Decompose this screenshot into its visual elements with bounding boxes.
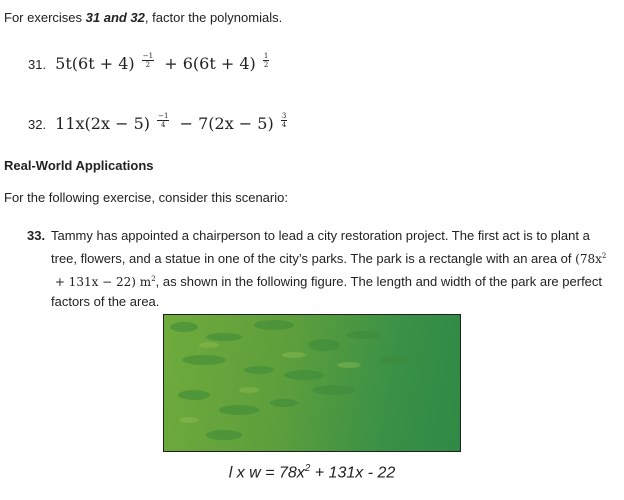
- exercise-31: [28, 52, 269, 73]
- problem-33-label: 33.: [27, 228, 46, 243]
- intro-after: , factor the polynomials.: [144, 10, 283, 25]
- exercise-31-label: 31.: [28, 57, 47, 72]
- exponent-numerator: 3: [281, 112, 287, 120]
- area-exponent: 2: [601, 252, 607, 260]
- exercise-31-term-2: + 6(6t + 4): [159, 54, 256, 73]
- exercise-31-exponent-1: [142, 52, 154, 69]
- intro-before: For exercises: [4, 10, 86, 25]
- park-figure: [163, 314, 461, 452]
- unit-exponent: 2: [151, 275, 156, 283]
- intro-text: [4, 10, 282, 25]
- exercise-32-term-2: − 7(2x − 5): [174, 114, 274, 133]
- exponent-denominator: 2: [263, 61, 269, 69]
- area-part-b: + 131x − 22) m: [51, 275, 152, 289]
- exercise-32-label: 32.: [28, 117, 47, 132]
- caption-exponent: 2: [304, 463, 311, 474]
- exercise-32-exponent-2: [281, 112, 287, 129]
- figure-caption: [0, 463, 624, 482]
- section-heading: Real-World Applications: [4, 158, 154, 173]
- foliage-texture: [164, 315, 460, 451]
- exponent-denominator: 2: [145, 61, 151, 69]
- exercise-32-exponent-1: [157, 112, 169, 129]
- problem-33-text: [51, 226, 607, 312]
- intro-exercise-numbers: 31 and 32: [85, 10, 145, 25]
- exponent-numerator: −1: [158, 112, 169, 120]
- exercise-32-term-1: 11x(2x − 5): [55, 114, 150, 133]
- exercise-31-term-1: 5t(6t + 4): [55, 54, 135, 73]
- exercise-32: [28, 112, 287, 133]
- exponent-denominator: 4: [161, 121, 166, 129]
- exponent-denominator: 4: [281, 121, 287, 129]
- area-part-a: (78x: [575, 252, 602, 266]
- exponent-numerator: 1: [263, 52, 269, 60]
- exponent-numerator: −1: [142, 52, 154, 60]
- problem-33-text-a: Tammy has appointed a chairperson to lead a city restoration project. The first act is to plant a tree, flowers, and a statue in one of the city’s parks. The park is a rectangle with an area of: [51, 228, 590, 266]
- exercise-31-exponent-2: [263, 52, 269, 69]
- caption-part-b: + 131x - 22: [310, 464, 396, 482]
- problem-33: [27, 226, 607, 312]
- caption-part-a: l x w = 78x: [228, 464, 305, 482]
- scenario-text: For the following exercise, consider this scenario:: [4, 190, 288, 205]
- problem-33-text-b: , as shown in the following figure. The length and width of the park are perfect factors of the area.: [51, 274, 603, 309]
